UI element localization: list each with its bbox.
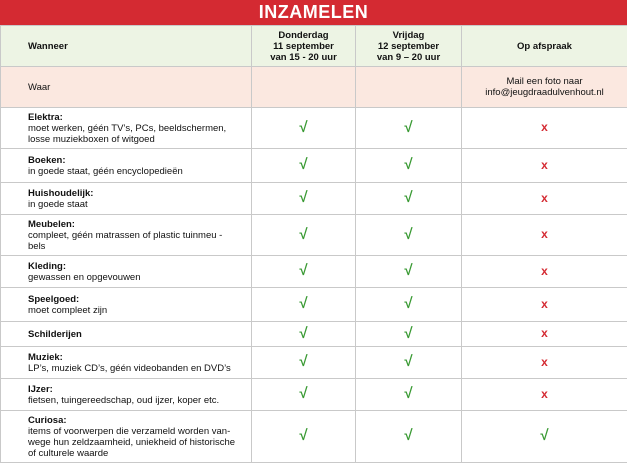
item-category — [1, 411, 252, 463]
availability-cell — [252, 347, 356, 379]
waar-donderdag — [252, 67, 356, 108]
check-icon: √ — [299, 118, 308, 136]
availability-cell — [462, 183, 627, 215]
availability-cell — [356, 379, 462, 411]
availability-cell — [462, 215, 627, 256]
check-icon: √ — [404, 225, 413, 243]
header-donderdag — [252, 26, 356, 67]
availability-cell — [462, 288, 627, 322]
availability-cell — [356, 256, 462, 288]
check-icon: √ — [404, 427, 413, 444]
item-category — [1, 379, 252, 411]
availability-cell — [356, 108, 462, 149]
item-label: Kleding: — [28, 260, 66, 272]
availability-cell — [356, 347, 462, 379]
availability-cell — [356, 288, 462, 322]
item-label: Meubelen: — [28, 218, 75, 230]
item-category — [1, 288, 252, 322]
item-label: Speelgoed: — [28, 293, 80, 305]
schedule-table — [0, 25, 627, 463]
cross-icon: x — [541, 296, 548, 311]
waar-mail-text: Mail een foto naar — [506, 76, 583, 87]
header-vrijdag-time: van 9 – 20 uur — [376, 51, 441, 63]
item-label: Boeken: — [28, 154, 66, 166]
table-row — [1, 347, 627, 379]
table-row — [1, 322, 627, 347]
waar-afspraak — [462, 67, 627, 108]
check-icon: √ — [540, 427, 549, 444]
item-category — [1, 183, 252, 215]
item-category — [1, 215, 252, 256]
check-icon: √ — [404, 353, 413, 370]
cross-icon: x — [541, 190, 548, 205]
check-icon: √ — [404, 118, 413, 136]
availability-cell — [462, 149, 627, 183]
item-label: Elektra: — [28, 111, 63, 123]
availability-cell — [252, 215, 356, 256]
item-description: items of voorwerpen die verzameld worden van- — [28, 425, 231, 437]
item-description: in goede staat — [28, 198, 88, 210]
item-description: LP’s, muziek CD’s, géén videobanden en DVD’s — [28, 362, 231, 374]
availability-cell — [252, 411, 356, 463]
item-description: moet compleet zijn — [28, 304, 108, 316]
item-description: losse muziekboxen of witgoed — [28, 133, 155, 145]
page-title: INZAMELEN — [0, 0, 627, 25]
table-row — [1, 183, 627, 215]
availability-cell — [252, 256, 356, 288]
item-label: Schilderijen — [28, 328, 82, 340]
header-donderdag-time: van 15 - 20 uur — [270, 51, 337, 63]
header-vrijdag — [356, 26, 462, 67]
cross-icon: x — [541, 386, 548, 401]
table-row — [1, 379, 627, 411]
table-row — [1, 256, 627, 288]
header-wanneer: Wanneer — [1, 26, 252, 67]
table-row — [1, 149, 627, 183]
header-op-afspraak: Op afspraak — [462, 26, 627, 67]
item-category — [1, 322, 252, 347]
item-description: of culturele waarde — [28, 447, 109, 459]
availability-cell — [252, 288, 356, 322]
check-icon: √ — [404, 189, 413, 206]
check-icon: √ — [404, 385, 413, 402]
header-donderdag-day: Donderdag — [278, 29, 329, 41]
item-description: in goede staat, géén encyclopedieën — [28, 165, 183, 177]
check-icon: √ — [299, 295, 308, 312]
availability-cell — [462, 108, 627, 149]
availability-cell — [462, 379, 627, 411]
waar-label: Waar — [1, 67, 252, 108]
item-description: fietsen, tuingereedschap, oud ijzer, koper etc. — [28, 394, 220, 406]
check-icon: √ — [404, 156, 413, 173]
check-icon: √ — [299, 353, 308, 370]
item-label: Muziek: — [28, 351, 63, 363]
item-description: wege hun zeldzaamheid, uniekheid of historische — [28, 436, 236, 448]
availability-cell — [252, 183, 356, 215]
availability-cell — [462, 347, 627, 379]
item-category — [1, 347, 252, 379]
item-category — [1, 149, 252, 183]
cross-icon: x — [541, 120, 548, 134]
check-icon: √ — [299, 156, 308, 173]
waar-mail-address: info@jeugdraadulvenhout.nl — [485, 87, 604, 98]
table-row — [1, 288, 627, 322]
cross-icon: x — [541, 157, 548, 172]
availability-cell — [462, 322, 627, 347]
header-donderdag-date: 11 september — [273, 40, 334, 52]
availability-cell — [356, 322, 462, 347]
table-row — [1, 411, 627, 463]
item-label: IJzer: — [28, 383, 53, 395]
availability-cell — [356, 411, 462, 463]
cross-icon: x — [541, 227, 548, 241]
check-icon: √ — [299, 324, 308, 342]
item-description: moet werken, géén TV’s, PCs, beeldschermen, — [28, 122, 227, 134]
item-category — [1, 108, 252, 149]
header-vrijdag-day: Vrijdag — [392, 29, 425, 41]
check-icon: √ — [299, 427, 308, 444]
availability-cell — [252, 149, 356, 183]
header-row — [1, 26, 627, 67]
item-description: gewassen en opgevouwen — [28, 271, 141, 283]
availability-cell — [462, 256, 627, 288]
availability-cell — [356, 149, 462, 183]
item-description: compleet, géén matrassen of plastic tuinmeu - — [28, 229, 223, 241]
item-description: bels — [28, 240, 46, 252]
waar-row — [1, 67, 627, 108]
waar-vrijdag — [356, 67, 462, 108]
item-label: Curiosa: — [28, 414, 67, 426]
check-icon: √ — [299, 385, 308, 402]
check-icon: √ — [299, 225, 308, 243]
check-icon: √ — [404, 324, 413, 342]
availability-cell — [252, 322, 356, 347]
availability-cell — [462, 411, 627, 463]
check-icon: √ — [404, 262, 413, 279]
header-vrijdag-date: 12 september — [377, 40, 440, 52]
cross-icon: x — [541, 263, 548, 278]
table-row — [1, 215, 627, 256]
table-row — [1, 108, 627, 149]
check-icon: √ — [299, 262, 308, 279]
item-category — [1, 256, 252, 288]
cross-icon: x — [541, 326, 548, 340]
item-label: Huishoudelijk: — [28, 187, 94, 199]
availability-cell — [356, 183, 462, 215]
availability-cell — [252, 108, 356, 149]
cross-icon: x — [541, 354, 548, 369]
availability-cell — [356, 215, 462, 256]
availability-cell — [252, 379, 356, 411]
check-icon: √ — [299, 189, 308, 206]
check-icon: √ — [404, 295, 413, 312]
